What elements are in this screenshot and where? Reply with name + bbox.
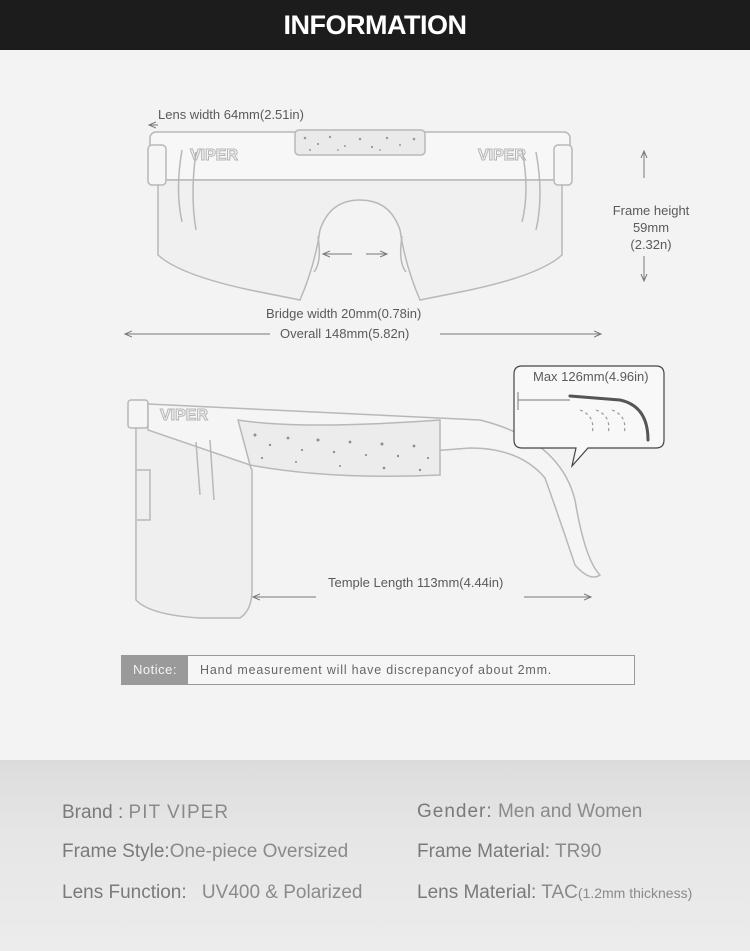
logo-side: VIPER: [160, 407, 209, 424]
frame-style-key: Frame Style:: [62, 841, 170, 862]
lens-width-label: Lens width 64mm(2.51in): [158, 107, 304, 122]
gender-key: Gender:: [417, 801, 493, 822]
lens-function-spec: [62, 882, 362, 904]
notice-box: [121, 655, 635, 685]
temple-length-label: Temple Length 113mm(4.44in): [328, 575, 504, 590]
page-title: INFORMATION: [283, 10, 467, 40]
lens-material-key: Lens Material:: [417, 882, 537, 903]
lens-material-spec: [417, 882, 692, 904]
frame-material-key: Frame Material:: [417, 841, 551, 862]
lens-material-value: TAC: [541, 882, 578, 903]
notice-tag: Notice:: [122, 656, 188, 684]
brand-spec: [62, 802, 229, 824]
lens-function-value: UV400 & Polarized: [201, 882, 363, 903]
max-length-label: Max 126mm(4.96in): [533, 369, 649, 384]
frame-height-mm: 59mm: [632, 220, 670, 235]
bridge-width-label: Bridge width 20mm(0.78in): [266, 306, 422, 321]
logo-left: VIPER: [190, 147, 239, 164]
frame-style-value: One-piece Oversized: [169, 841, 349, 862]
frame-height-label: Frame height: [612, 203, 690, 218]
brand-value: PIT VIPER: [128, 802, 230, 823]
frame-material-spec: [417, 841, 601, 863]
notice-text: Hand measurement will have discrepancyof about 2mm.: [200, 663, 553, 677]
frame-height-in: (2.32n): [630, 237, 672, 252]
gender-value: Men and Women: [497, 801, 643, 822]
lens-material-note: (1.2mm thickness): [577, 885, 693, 901]
gender-spec: [417, 801, 642, 823]
frame-material-value: TR90: [554, 841, 602, 862]
overall-label: Overall 148mm(5.82n): [280, 326, 410, 341]
logo-right: VIPER: [478, 147, 527, 164]
brand-key: Brand :: [62, 802, 124, 823]
lens-function-key: Lens Function:: [62, 882, 187, 903]
frame-style-spec: [62, 841, 348, 863]
